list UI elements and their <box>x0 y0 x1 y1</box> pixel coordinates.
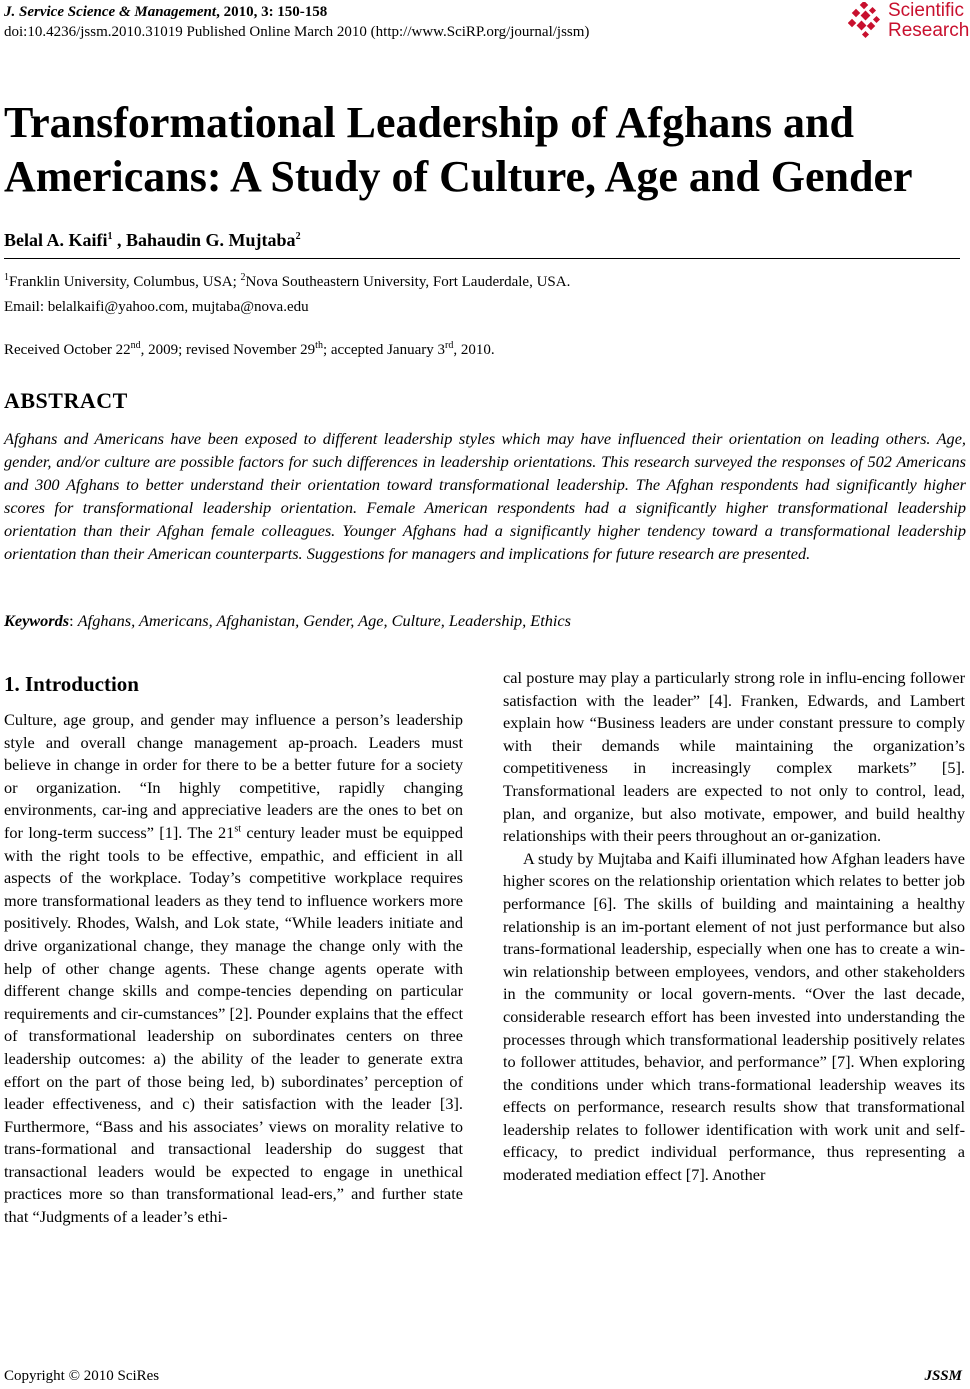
journal-title: J. Service Science & Management <box>4 4 217 20</box>
paper-title: Transformational Leadership of Afghans and Americans: A Study of Culture, Age and Gender <box>4 98 913 201</box>
section-heading: 1. Introduction <box>4 672 139 696</box>
paragraph-text: Culture, age group, and gender may influence a person’s leadership style and overall change management ap-proach. Leaders must believe in change in order for there to be a better future for a society or organization. “In highly competitive, rapidly changing environments, car-ing and appreciative leaders are the ones to bet on for long-term success” [1]. The 21 <box>4 710 463 842</box>
author-name: Bahaudin G. Mujtaba <box>126 230 296 250</box>
ordinal-suffix: st <box>234 823 241 835</box>
year-text: , 2010. <box>453 342 495 358</box>
keywords-colon: : <box>69 611 78 630</box>
left-column <box>4 709 463 1229</box>
page-footer <box>4 1367 962 1385</box>
abstract-heading: ABSTRACT <box>4 388 128 413</box>
paragraph-text: century leader must be equipped with the right tools to be effective, empathic, and efficient in all aspects of the workplace. Today’s competitive workplace requires more transformational leaders as they tend to influence workers more positively. Rhodes, Walsh, and Lok state, “While leaders initiate and drive organizational change, they manage the change only with the help of other change agents. These change agents operate with different change skills and compe-tencies depending on particular requirements and cir-cumstances” [2]. Pounder explains that the effect of transformational leadership on subordinates centers on three leadership outcomes: a) the ability of the leader to generate extra effort on the part of those being led, b) subordinates’ perception of leader effectiveness, and c) their satisfaction with the leader [3]. Furthermore, “Bass and his associates’ views on morality relative to trans-formational and transactional leadership do suggest that transactional leaders would be expected to engage in unethical practices more so than transformational lead-ers,” and further state that “Judgments of a leader’s ethi- <box>4 822 463 1227</box>
author-line <box>4 230 301 251</box>
received-text: Received October 22 <box>4 342 131 358</box>
publisher-logo <box>848 0 970 44</box>
paragraph <box>4 709 463 1229</box>
logo-line-2: Research <box>888 20 970 41</box>
logo-line-1: Scientific <box>888 0 965 21</box>
keywords-line <box>4 610 571 632</box>
logo-text <box>888 1 969 41</box>
email-line: Email: belalkaifi@yahoo.com, mujtaba@nova.edu <box>4 299 309 315</box>
copyright: Copyright © 2010 SciRes <box>4 1368 160 1384</box>
affil-mark: 1 <box>4 272 9 283</box>
doi-line: doi:10.4236/jssm.2010.31019 Published Online March 2010 (http://www.SciRP.org/journal/jssm) <box>4 24 590 40</box>
journal-citation <box>4 3 327 21</box>
received-dates <box>4 340 495 360</box>
author-name: Belal A. Kaifi <box>4 230 108 250</box>
ordinal-suffix: rd <box>444 340 454 351</box>
abstract-body: Afghans and Americans have been exposed to different leadership styles which may have influenced their orientation on leading others. Age, gender, and/or culture are possible factors for such differences in leadership orientations. This research surveyed the responses of 502 Americans and 300 Afghans to better understand their orientation toward transformational leadership. The Afghan respondents had significantly higher scores for transformational leadership orientation. Female American respondents had a significantly higher transformational leadership orientation than their Afghan female colleagues. Younger Afghans had a significantly higher tendency toward a transformational leadership orientation than their American counterparts. Suggestions for managers and implications for future research are presented. <box>4 429 966 563</box>
right-column <box>503 667 965 1187</box>
affiliations <box>4 272 570 292</box>
keywords-label: Keywords <box>4 611 70 630</box>
author-affil-mark: 2 <box>295 231 301 242</box>
header-rule <box>4 258 960 259</box>
journal-volume: , 2010, 3: 150-158 <box>216 4 328 20</box>
keywords-list: Afghans, Americans, Afghanistan, Gender, Age, Culture, Leadership, Ethics <box>77 611 571 630</box>
ordinal-suffix: nd <box>130 340 141 351</box>
author-separator: , <box>112 230 126 250</box>
accepted-text: ; accepted January 3 <box>322 342 445 358</box>
paragraph: cal posture may play a particularly strong role in influ-encing follower satisfaction with the leader” [4]. Franken, Edwards, and Lambert explain how “Business leaders are under constant pressure to comply with their demands while maintaining the organization’s competitiveness in increasingly complex markets” [5]. Transformational leaders are expected to not only to control, lead, plan, and organize, but also motivate, empower, and build healthy relationships with their peers throughout an or-ganization. <box>503 668 965 846</box>
ordinal-suffix: th <box>315 340 323 351</box>
journal-abbreviation: JSSM <box>924 1368 962 1384</box>
author-affil-mark: 1 <box>107 231 113 242</box>
paragraph: A study by Mujtaba and Kaifi illuminated how Afghan leaders have higher scores on the relationship orientation which relates to better job performance [6]. The skills of building and maintaining a healthy relationship is an im-portant element of not just performance but also trans-formational leadership, especially when one has to create a win-win relationship between employees, vendors, and other stakeholders in the community or local govern-ments. “Over the last decade, considerable research effort has been invested into understanding the processes through which transformational leadership positively relates to follower attitudes, behavior, and performance” [7]. When exploring the conditions under which trans-formational leadership weaves its effects on performance, research results show that transformational leadership relates to follower identification with work unit and self-efficacy, to predict individual performance, thus representing a moderated mediation effect [7]. Another <box>503 848 965 1185</box>
scirp-logo-icon <box>848 2 884 40</box>
revised-text: , 2009; revised November 29 <box>140 342 316 358</box>
affiliation: Franklin University, Columbus, USA; <box>9 274 241 290</box>
affil-mark: 2 <box>240 272 246 283</box>
affiliation: Nova Southeastern University, Fort Lauderdale, USA. <box>245 274 571 290</box>
